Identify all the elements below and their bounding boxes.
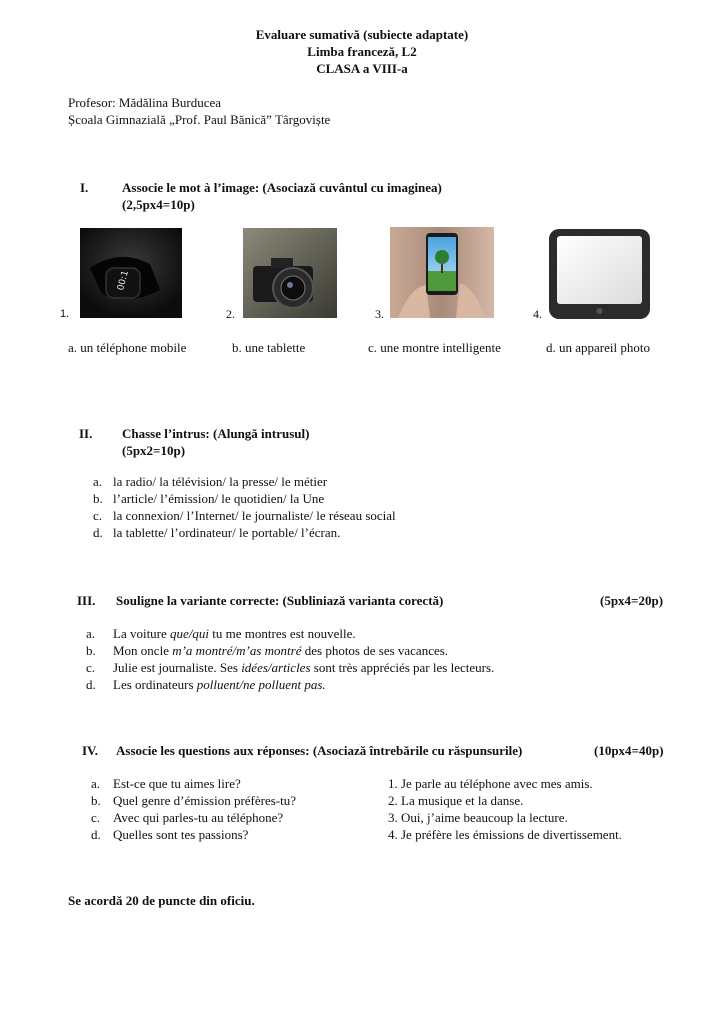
section-1-title: Associe le mot à l’image: (Asociază cuvântul cu imaginea) xyxy=(122,180,442,195)
intrus-letter-b: b. xyxy=(93,491,103,506)
section-1-points: (2,5px4=10p) xyxy=(122,197,195,212)
section-4-points: (10px4=40p) xyxy=(594,743,664,758)
section-2-title: Chasse l’intrus: (Alungă intrusul) xyxy=(122,426,310,441)
intrus-item-d: la tablette/ l’ordinateur/ le portable/ l’écran. xyxy=(113,525,341,540)
question-letter-b: b. xyxy=(91,793,101,808)
choice-item-d: Les ordinateurs polluent/ne polluent pas. xyxy=(113,677,326,692)
choice-letter-a: a. xyxy=(86,626,96,641)
section-2-numeral: II. xyxy=(79,426,93,441)
question-a: Est-ce que tu aimes lire? xyxy=(113,776,241,791)
image-label-2: 2. xyxy=(226,307,235,321)
title-line-1: Evaluare sumativă (subiecte adaptate) xyxy=(255,27,469,42)
choice-variants-b[interactable]: m’a montré/m’as montré xyxy=(172,643,302,658)
section-3-points: (5px4=20p) xyxy=(600,593,664,608)
answer-2: 2. La musique et la danse. xyxy=(388,793,524,808)
choice-item-a: La voiture que/qui tu me montres est nouvelle. xyxy=(113,626,356,641)
section-2-points: (5px2=10p) xyxy=(122,443,186,458)
section-3-numeral: III. xyxy=(77,593,96,608)
intrus-item-b: l’article/ l’émission/ le quotidien/ la Une xyxy=(113,491,325,506)
choice-variants-a[interactable]: que/qui xyxy=(170,626,210,641)
tablet-photo xyxy=(548,228,651,320)
image-label-4: 4. xyxy=(533,307,542,321)
image-label-3: 3. xyxy=(375,307,384,321)
choice-variants-d[interactable]: polluent/ne polluent pas. xyxy=(196,677,326,692)
section-4-numeral: IV. xyxy=(82,743,99,758)
choice-item-b: Mon oncle m’a montré/m’as montré des photos de ses vacances. xyxy=(113,643,449,658)
intrus-letter-c: c. xyxy=(93,508,103,523)
question-letter-c: c. xyxy=(91,810,101,825)
section-3-title: Souligne la variante correcte: (Subliniază varianta corectă) xyxy=(116,593,444,608)
footer-note: Se acordă 20 de puncte din oficiu. xyxy=(68,893,255,908)
title-line-2: Limba franceză, L2 xyxy=(307,44,417,59)
svg-text:00:1: 00:1 xyxy=(116,269,131,292)
question-letter-d: d. xyxy=(91,827,101,842)
choice-item-c: Julie est journaliste. Ses idées/articles sont très appréciés par les lecteurs. xyxy=(113,660,495,675)
choice-letter-c: c. xyxy=(86,660,96,675)
option-b: b. une tablette xyxy=(232,340,306,355)
image-label-1: 1. xyxy=(60,308,70,320)
option-c: c. une montre intelligente xyxy=(368,340,501,355)
intrus-letter-d: d. xyxy=(93,525,103,540)
answer-4: 4. Je préfère les émissions de divertissement. xyxy=(388,827,622,842)
choice-letter-d: d. xyxy=(86,677,96,692)
camera-photo xyxy=(243,228,337,318)
question-d: Quelles sont tes passions? xyxy=(113,827,249,842)
question-b: Quel genre d’émission préfères-tu? xyxy=(113,793,297,808)
choice-variants-c[interactable]: idées/articles xyxy=(241,660,311,675)
school-name: Școala Gimnazială „Prof. Paul Bănică” Târgoviște xyxy=(68,112,331,127)
intrus-item-c: la connexion/ l’Internet/ le journaliste/ le réseau social xyxy=(113,508,396,523)
section-1-numeral: I. xyxy=(80,180,89,195)
option-d: d. un appareil photo xyxy=(546,340,650,355)
question-letter-a: a. xyxy=(91,776,101,791)
teacher-name: Profesor: Mădălina Burducea xyxy=(68,95,222,110)
choice-letter-b: b. xyxy=(86,643,96,658)
answer-1: 1. Je parle au téléphone avec mes amis. xyxy=(388,776,593,791)
section-4-title: Associe les questions aux réponses: (Asociază întrebările cu răspunsurile) xyxy=(116,743,523,758)
mobile-phone-photo xyxy=(390,227,494,318)
title-line-3: CLASA a VIII-a xyxy=(316,61,408,76)
smartwatch-photo xyxy=(80,228,182,318)
answer-3: 3. Oui, j’aime beaucoup la lecture. xyxy=(388,810,568,825)
intrus-item-a: la radio/ la télévision/ la presse/ le métier xyxy=(113,474,328,489)
question-c: Avec qui parles-tu au téléphone? xyxy=(113,810,284,825)
option-a: a. un téléphone mobile xyxy=(68,340,187,355)
intrus-letter-a: a. xyxy=(93,474,103,489)
